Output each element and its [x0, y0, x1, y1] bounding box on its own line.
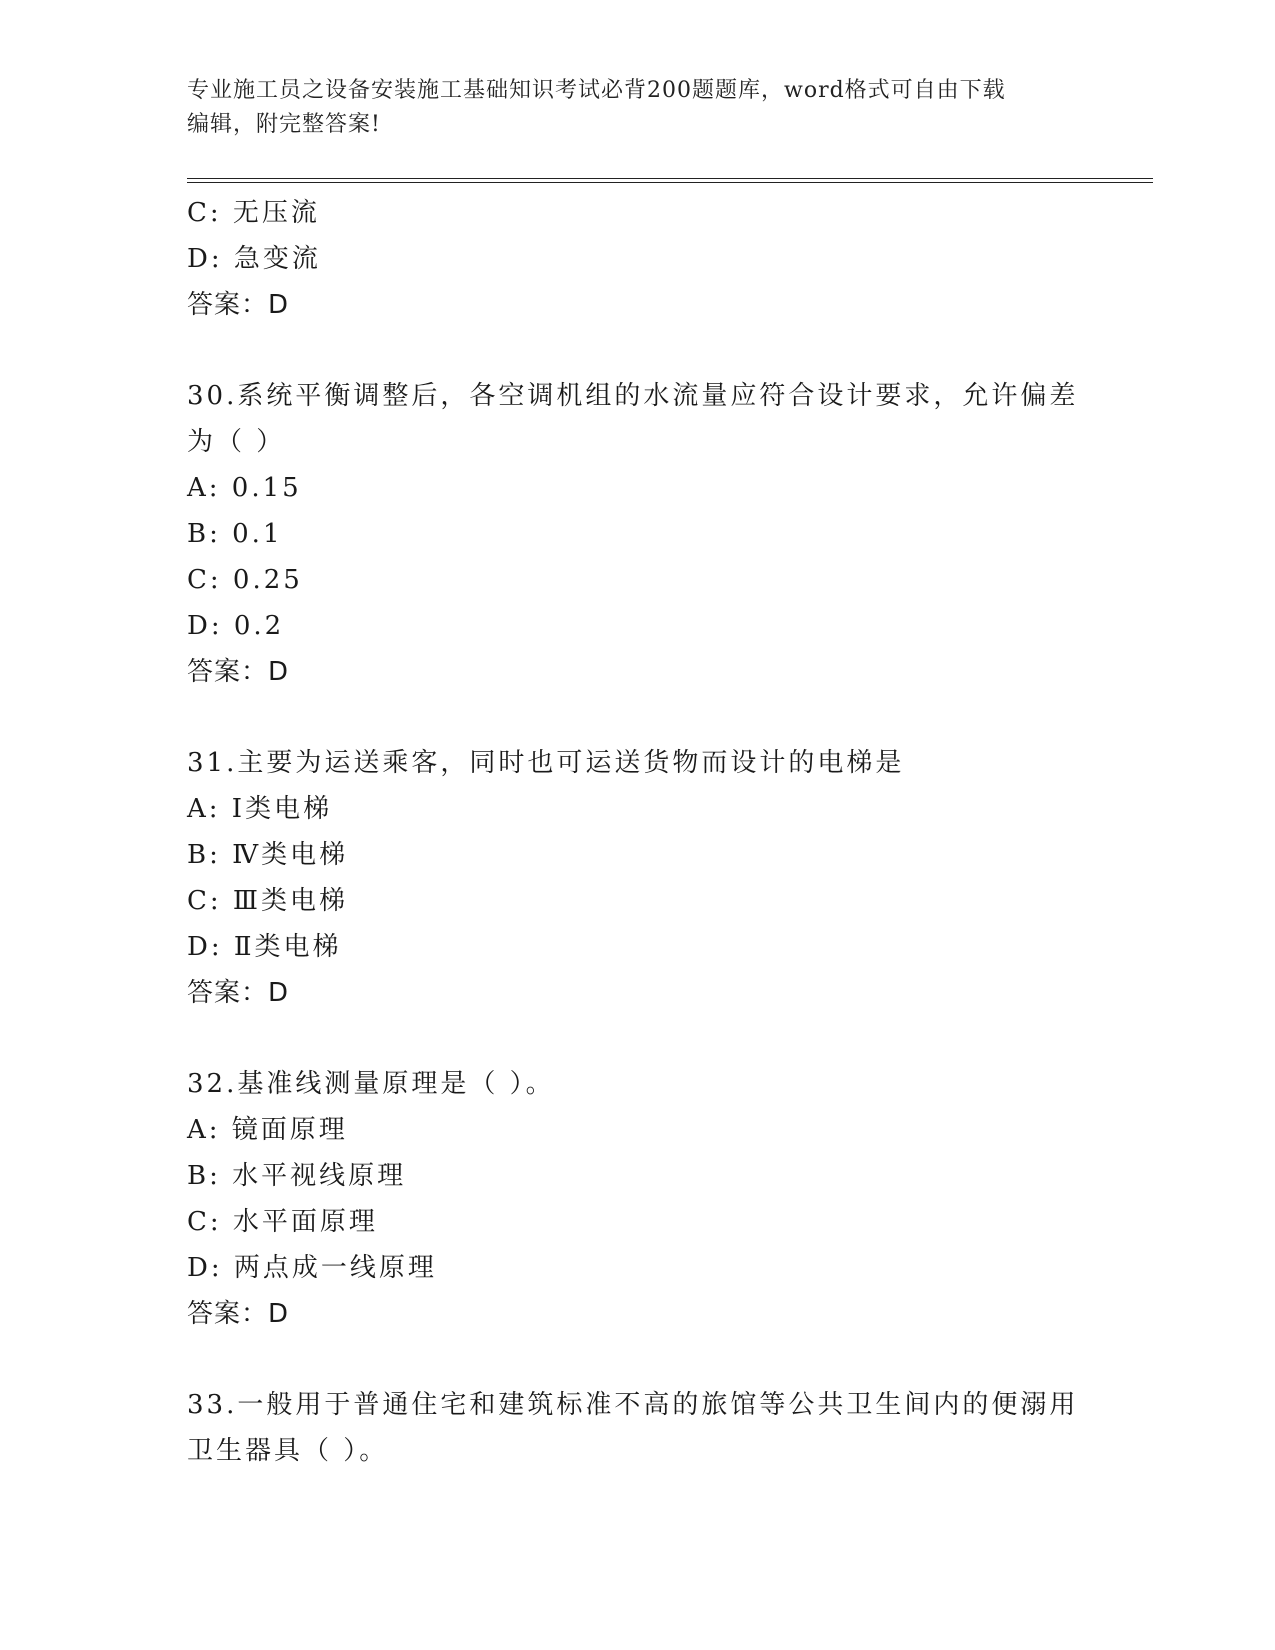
option-c: C: 0.25: [187, 565, 303, 595]
question-stem-line2: 卫生器具（ ）。: [187, 1436, 389, 1466]
question-stem-line1: 31.主要为运送乘客，同时也可运送货物而设计的电梯是: [187, 748, 905, 778]
answer-line: 答案：D: [187, 978, 290, 1008]
answer-line: 答案：D: [187, 657, 290, 687]
question-stem-line1: 30.系统平衡调整后，各空调机组的水流量应符合设计要求，允许偏差: [187, 381, 1079, 411]
question-32: [187, 1061, 1087, 1337]
option-b: B: 水平视线原理: [187, 1161, 407, 1191]
question-stem-line2: 为（ ）: [187, 427, 286, 457]
option-a: A: 0.15: [187, 473, 302, 503]
answer-line: 答案：D: [187, 1299, 290, 1329]
option-c: C: 无压流: [187, 198, 320, 228]
header-title-line1: 专业施工员之设备安装施工基础知识考试必背200题题库，word格式可自由下载: [187, 78, 1006, 103]
option-c: C: 水平面原理: [187, 1207, 378, 1237]
option-d: D: 急变流: [187, 244, 321, 274]
question-30: [187, 373, 1087, 695]
option-d: D: 两点成一线原理: [187, 1253, 437, 1283]
option-a: A: Ⅰ类电梯: [187, 794, 333, 824]
question-33: [187, 1382, 1087, 1474]
option-a: A: 镜面原理: [187, 1115, 348, 1145]
option-b: B: 0.1: [187, 519, 283, 549]
option-d: D: Ⅱ类电梯: [187, 932, 342, 962]
document-header: [187, 74, 1067, 142]
option-c: C: Ⅲ类电梯: [187, 886, 348, 916]
answer-line: 答案：D: [187, 290, 290, 320]
question-stem-line1: 32.基准线测量原理是（ ）。: [187, 1069, 555, 1099]
question-31: [187, 740, 1087, 1016]
option-d: D: 0.2: [187, 611, 285, 641]
header-title-line2: 编辑，附完整答案!: [187, 112, 381, 137]
document-body: [187, 190, 1087, 1474]
header-double-rule: [187, 178, 1153, 183]
option-b: B: Ⅳ类电梯: [187, 840, 349, 870]
question-stem-line1: 33.一般用于普通住宅和建筑标准不高的旅馆等公共卫生间内的便溺用: [187, 1390, 1079, 1420]
question-29-continuation: [187, 190, 1087, 328]
